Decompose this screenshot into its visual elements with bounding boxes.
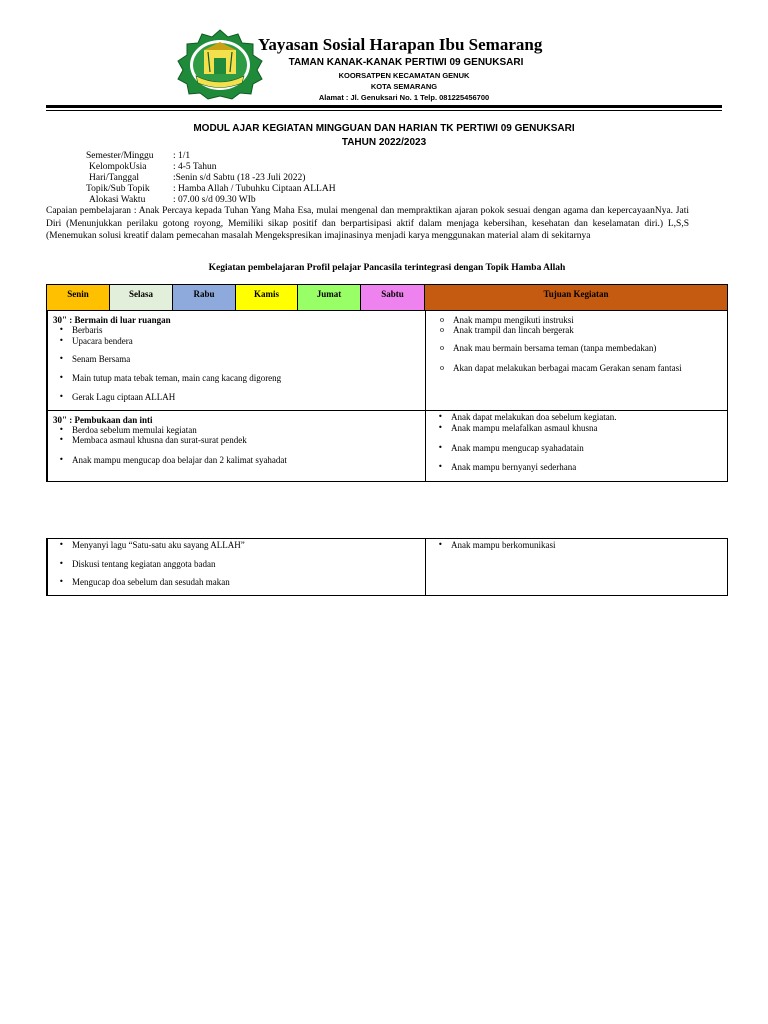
- goal-item: o Anak mau bermain bersama teman (tanpa membedakan): [453, 343, 656, 353]
- activity-item: • Anak mampu mengucap doa belajar dan 2 kalimat syahadat: [72, 455, 287, 465]
- header-line-2: KOORSATPEN KECAMATAN GENUK: [338, 71, 470, 80]
- schedule-table-continued: [46, 538, 728, 596]
- day-label: Rabu: [193, 289, 215, 299]
- day-label: Senin: [67, 289, 89, 299]
- section-title: 30" : Bermain di luar ruangan: [53, 315, 171, 325]
- info-row: [86, 173, 336, 184]
- info-value: : 4-5 Tahun: [173, 162, 217, 172]
- info-value: : Hamba Allah / Tubuhku Ciptaan ALLAH: [173, 184, 336, 194]
- schedule-table-header: [46, 284, 728, 311]
- activity-item: • Gerak Lagu ciptaan ALLAH: [72, 392, 175, 402]
- activity-item: • Berdoa sebelum memulai kegiatan: [72, 425, 197, 435]
- goal-item: • Anak mampu melafalkan asmaul khusna: [451, 423, 597, 433]
- goal-item: o Anak trampil dan lincah bergerak: [453, 325, 574, 335]
- activity-item: • Mengucap doa sebelum dan sesudah makan: [72, 577, 230, 587]
- day-header-kamis: [236, 285, 298, 310]
- activity-item: • Membaca asmaul khusna dan surat-surat pendek: [72, 435, 247, 445]
- info-row: [86, 151, 336, 162]
- activity-item: • Upacara bendera: [72, 336, 133, 346]
- info-label: Semester/Minggu: [86, 151, 154, 161]
- tujuan-label: Tujuan Kegiatan: [543, 289, 609, 299]
- day-label: Kamis: [253, 289, 279, 299]
- module-info: [86, 151, 336, 206]
- info-label: KelompokUsia: [89, 162, 147, 172]
- day-label: Selasa: [128, 289, 153, 299]
- day-header-selasa: [110, 285, 173, 310]
- info-value: : 07.00 s/d 09.30 WIb: [173, 195, 256, 205]
- day-header-jumat: [298, 285, 361, 310]
- info-row: [86, 162, 336, 173]
- header-divider-thick: [46, 105, 722, 108]
- activity-item: • Senam Bersama: [72, 354, 130, 364]
- section-title: 30" : Pembukaan dan inti: [53, 415, 153, 425]
- activity-item: • Berbaris: [72, 325, 103, 335]
- info-row: [86, 184, 336, 195]
- info-label: Hari/Tanggal: [89, 173, 139, 183]
- capaian-pembelajaran: Capaian pembelajaran : Anak Percaya kepada Tuhan Yang Maha Esa, mulai mengenal dan mempraktikan ajaran pokok sesuai dengan agama dan kepercayaanNya. Jati Diri (Menunjukkan perilaku gotong royong, Memiliki sikap positif dan berpartisipasi aktif dalam menjaga kebersihan, kesehatan dan keselamatan diri.) L,S,S (Menemukan solusi kreatif dalam pemecahan masalah Mengekspresikan imajinasinya menjadi karya menggunakan material alam di sekitarnya: [46, 206, 689, 241]
- tujuan-kegiatan-header: [425, 285, 727, 310]
- goal-item: • Anak dapat melakukan doa sebelum kegiatan.: [451, 412, 616, 422]
- header-divider-thin: [46, 110, 722, 111]
- day-label: Jumat: [316, 289, 342, 299]
- header-line-3: KOTA SEMARANG: [370, 82, 438, 91]
- day-label: Sabtu: [381, 289, 404, 299]
- goal-item: o Akan dapat melakukan berbagai macam Gerakan senam fantasi: [453, 363, 682, 373]
- info-label: Topik/Sub Topik: [86, 184, 150, 194]
- kegiatan-title: Kegiatan pembelajaran Profil pelajar Pancasila terintegrasi dengan Topik Hamba Allah: [208, 263, 566, 273]
- activity-item: • Diskusi tentang kegiatan anggota badan: [72, 559, 215, 569]
- activity-item: • Menyanyi lagu “Satu-satu aku sayang ALLAH”: [72, 540, 245, 550]
- goal-item: o Anak mampu mengikuti instruksi: [453, 315, 574, 325]
- module-year: TAHUN 2022/2023: [341, 137, 427, 148]
- goal-item: • Anak mampu mengucap syahadatain: [451, 443, 584, 453]
- module-title: MODUL AJAR KEGIATAN MINGGUAN DAN HARIAN TK PERTIWI 09 GENUKSARI: [193, 123, 575, 134]
- activity-item: • Main tutup mata tebak teman, main cang kacang digoreng: [72, 373, 281, 383]
- goal-item: • Anak mampu berkomunikasi: [451, 540, 555, 550]
- organization-name: Yayasan Sosial Harapan Ibu Semarang: [258, 35, 543, 54]
- goal-item: • Anak mampu bernyanyi sederhana: [451, 462, 576, 472]
- row-divider: [48, 410, 727, 411]
- schedule-table-body: [46, 310, 728, 482]
- info-label: Alokasi Waktu: [89, 195, 146, 205]
- day-header-rabu: [173, 285, 236, 310]
- info-value: : 1/1: [173, 151, 191, 161]
- school-name: TAMAN KANAK-KANAK PERTIWI 09 GENUKSARI: [288, 57, 524, 68]
- day-header-senin: [47, 285, 110, 310]
- header-address: Alamat : Jl. Genuksari No. 1 Telp. 081225456700: [318, 93, 490, 102]
- info-value: :Senin s/d Sabtu (18 -23 Juli 2022): [173, 173, 306, 183]
- day-header-sabtu: [361, 285, 425, 310]
